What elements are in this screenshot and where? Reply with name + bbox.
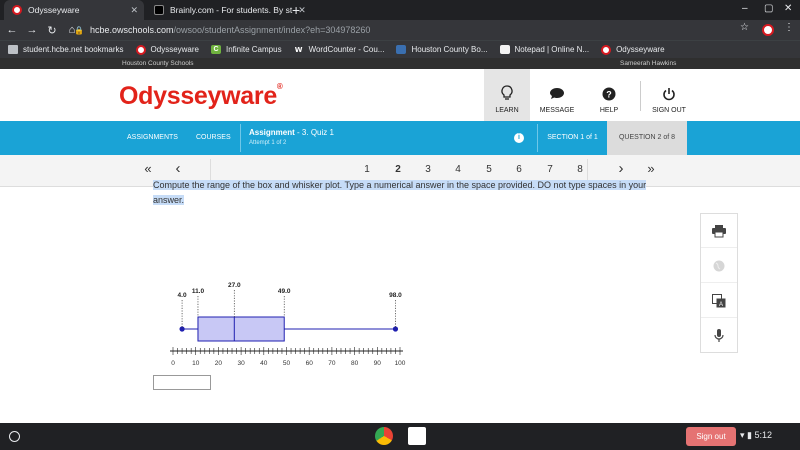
page-button-5[interactable]: 5 <box>486 164 492 175</box>
extension-icon[interactable] <box>762 24 774 36</box>
answer-input[interactable] <box>153 375 211 390</box>
bookmark-label: student.hcbe.net bookmarks <box>23 45 124 54</box>
page-button-2[interactable]: 2 <box>395 164 401 175</box>
assignment-info <box>240 124 536 152</box>
bookmark-item[interactable] <box>396 45 487 54</box>
printer-icon <box>712 225 726 237</box>
wifi-icon: ▾ <box>740 430 745 440</box>
bookmark-label: Odysseyware <box>616 45 665 54</box>
value-label: 98.0 <box>389 292 402 299</box>
infinite-campus-icon: C <box>211 45 221 54</box>
battery-icon: ▮ <box>747 430 752 440</box>
translate-button[interactable] <box>701 284 737 318</box>
url-path: /owsoo/studentAssignment/index?eh=304978260 <box>173 25 371 35</box>
launcher-icon[interactable] <box>9 431 20 442</box>
school-name: Houston County Schools <box>122 60 194 67</box>
site-header <box>0 69 800 121</box>
home-icon[interactable]: ⌂ <box>68 24 76 36</box>
notepad-icon <box>500 45 510 54</box>
tick-label: 100 <box>394 360 406 367</box>
os-signout-button[interactable]: Sign out <box>686 427 736 446</box>
page-button-8[interactable]: 8 <box>577 164 583 175</box>
value-label: 4.0 <box>177 292 187 299</box>
odysseyware-logo[interactable]: Odysseyware® <box>119 82 283 110</box>
info-icon[interactable]: i <box>514 133 524 143</box>
svg-text:?: ? <box>606 89 612 100</box>
assignments-link[interactable]: ASSIGNMENTS <box>127 134 178 141</box>
back-icon[interactable]: ← <box>6 24 18 36</box>
page-button-3[interactable]: 3 <box>425 164 431 175</box>
bookmark-item[interactable] <box>136 45 199 55</box>
user-name: Sameerah Hawkins <box>620 60 677 67</box>
page-button-7[interactable]: 7 <box>547 164 553 175</box>
odysseyware-icon <box>601 45 611 55</box>
nav-signout[interactable] <box>646 69 692 121</box>
bookmark-item[interactable] <box>211 45 282 54</box>
bookmark-label: Odysseyware <box>150 45 199 54</box>
print-button[interactable] <box>701 214 737 248</box>
globe-icon <box>713 260 725 272</box>
page-button-1[interactable]: 1 <box>364 164 370 175</box>
tick-label: 60 <box>305 360 313 367</box>
logo-text: Odysseyware <box>119 82 277 110</box>
globe-button[interactable] <box>701 249 737 283</box>
address-bar[interactable] <box>74 22 768 38</box>
url-host: hcbe.owschools.com <box>89 25 174 35</box>
browser-menu-icon[interactable]: ⋮ <box>784 22 794 33</box>
tick-label: 90 <box>373 360 381 367</box>
assignment-label: Assignment <box>249 128 295 137</box>
translate-icon <box>712 294 726 308</box>
close-window-icon[interactable]: ✕ <box>784 3 793 14</box>
page-button-6[interactable]: 6 <box>516 164 522 175</box>
side-toolbar <box>700 213 738 353</box>
tick-label: 30 <box>237 360 245 367</box>
assignment-name: - 3. Quiz 1 <box>297 128 334 137</box>
tab-brainly[interactable] <box>146 0 306 20</box>
app-icon[interactable] <box>408 427 426 445</box>
prev-page-button[interactable]: ‹ <box>175 160 181 177</box>
tab-title: Brainly.com - For students. By st <box>170 5 293 15</box>
tick-label: 80 <box>350 360 359 367</box>
section-indicator: SECTION 1 of 1 <box>537 124 607 152</box>
clock: 5:12 <box>754 430 773 440</box>
tick-label: 20 <box>214 360 223 367</box>
nav-message[interactable] <box>534 69 580 121</box>
nav-label: MESSAGE <box>539 107 575 114</box>
question-indicator: QUESTION 2 of 8 <box>607 121 687 155</box>
tab-title: Odysseyware <box>28 5 80 15</box>
question-text-highlight: Compute the range of the box and whisker plot. Type a numerical answer in the space provided. DO not type spaces in your answer. <box>153 180 647 205</box>
school-bar <box>0 58 800 69</box>
bookmark-label: Houston County Bo... <box>411 45 488 54</box>
tick-label: 50 <box>282 360 291 367</box>
help-icon <box>602 87 616 101</box>
next-page-button[interactable]: › <box>618 160 624 177</box>
bookmark-label: Infinite Campus <box>225 45 282 54</box>
close-tab-icon[interactable]: ✕ <box>130 4 138 15</box>
odysseyware-favicon-icon <box>12 5 22 15</box>
assignment-bar <box>0 121 800 155</box>
system-tray[interactable] <box>740 430 772 441</box>
svg-text:A: A <box>718 301 724 308</box>
lock-icon: 🔒 <box>74 25 84 35</box>
nav-help[interactable] <box>586 69 632 121</box>
first-page-button[interactable]: « <box>144 161 152 176</box>
lightbulb-icon <box>501 85 513 101</box>
tab-odysseyware[interactable] <box>4 0 144 20</box>
nav-label: HELP <box>599 107 619 114</box>
microphone-icon <box>714 329 724 343</box>
last-page-button[interactable]: » <box>647 161 655 176</box>
close-tab-icon[interactable]: ✕ <box>298 4 306 15</box>
value-label: 11.0 <box>191 288 205 295</box>
nav-learn[interactable] <box>484 69 530 121</box>
nav-label: SIGN OUT <box>652 107 686 114</box>
power-icon <box>662 87 676 101</box>
reload-icon[interactable]: ↻ <box>47 24 57 37</box>
courses-link[interactable]: COURSES <box>196 134 231 141</box>
tick-label: 10 <box>192 360 200 367</box>
houston-county-icon <box>396 45 406 54</box>
nav-label: LEARN <box>495 107 519 114</box>
browser-tab-strip <box>0 0 800 20</box>
maximize-icon[interactable]: ▢ <box>764 3 774 14</box>
nav-divider <box>640 81 641 111</box>
iqr-box <box>198 317 284 341</box>
wordcounter-icon: W <box>294 45 303 54</box>
page-button-4[interactable]: 4 <box>455 164 461 175</box>
os-shelf <box>0 423 800 450</box>
odysseyware-icon <box>136 45 146 55</box>
bookmark-item[interactable] <box>294 45 385 54</box>
minimize-icon[interactable]: – <box>742 3 748 14</box>
brainly-favicon-icon <box>154 5 164 15</box>
bookmark-item[interactable] <box>601 45 664 55</box>
bookmark-label: WordCounter - Cou... <box>308 45 385 54</box>
bookmarks-bar <box>0 40 800 58</box>
attempt-text: Attempt 1 of 2 <box>249 140 287 146</box>
value-label: 27.0 <box>227 282 241 289</box>
microphone-button[interactable] <box>701 319 737 353</box>
bookmark-item[interactable] <box>8 45 124 54</box>
tick-label: 70 <box>328 360 336 367</box>
chat-bubble-icon <box>549 87 565 101</box>
new-tab-icon[interactable]: + <box>292 2 301 18</box>
chrome-app-icon[interactable] <box>375 427 393 445</box>
value-label: 49.0 <box>277 288 291 295</box>
bookmark-label: Notepad | Online N... <box>514 45 590 54</box>
tick-label: 40 <box>260 360 268 367</box>
box-whisker-plot <box>160 279 410 369</box>
bookmark-item[interactable] <box>500 45 590 54</box>
bookmark-star-icon[interactable]: ☆ <box>740 22 749 33</box>
question-text <box>153 178 653 208</box>
forward-icon[interactable]: → <box>26 24 38 36</box>
tick-label: 0 <box>171 360 175 367</box>
folder-icon <box>8 45 18 54</box>
